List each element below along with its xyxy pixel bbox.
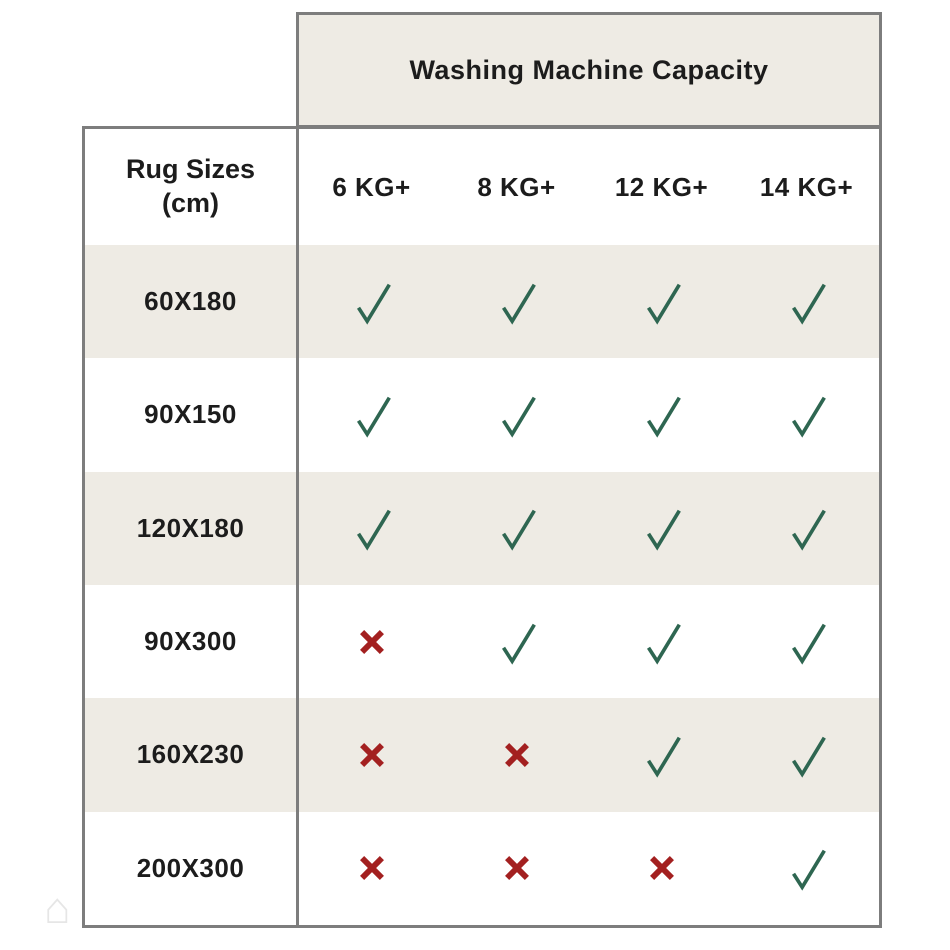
rug-sizes-header-line2: (cm) bbox=[161, 188, 219, 218]
check-icon bbox=[734, 472, 879, 585]
cross-icon bbox=[444, 698, 589, 811]
table-row bbox=[85, 245, 879, 358]
house-watermark-icon: ⌂ bbox=[44, 884, 71, 933]
check-icon bbox=[589, 472, 734, 585]
rug-size-label: 90X150 bbox=[85, 358, 299, 471]
capacity-header-box bbox=[296, 12, 882, 128]
check-icon bbox=[444, 472, 589, 585]
table-rows bbox=[85, 245, 879, 925]
check-icon bbox=[589, 358, 734, 471]
check-icon bbox=[734, 585, 879, 698]
capacity-columns bbox=[299, 129, 879, 245]
check-icon bbox=[734, 812, 879, 925]
check-icon bbox=[444, 245, 589, 358]
check-icon bbox=[589, 245, 734, 358]
table-row bbox=[85, 472, 879, 585]
table-row bbox=[85, 812, 879, 925]
table-row bbox=[85, 358, 879, 471]
check-icon bbox=[444, 358, 589, 471]
column-header-14-kgplus: 14 KG+ bbox=[759, 171, 854, 202]
check-icon bbox=[589, 585, 734, 698]
check-icon bbox=[299, 472, 444, 585]
rug-sizes-header-line1: Rug Sizes bbox=[125, 154, 256, 185]
capacity-header-title: Washing Machine Capacity bbox=[409, 54, 769, 85]
cross-icon bbox=[299, 698, 444, 811]
rug-size-label: 90X300 bbox=[85, 585, 299, 698]
table-row bbox=[85, 698, 879, 811]
size-capacity-table bbox=[82, 126, 882, 928]
column-header-8-kgplus: 8 KG+ bbox=[477, 171, 556, 202]
cross-icon bbox=[444, 812, 589, 925]
rug-size-label: 160X230 bbox=[85, 698, 299, 811]
check-icon bbox=[734, 245, 879, 358]
cross-icon bbox=[299, 812, 444, 925]
rug-size-label: 120X180 bbox=[85, 472, 299, 585]
check-icon bbox=[734, 358, 879, 471]
rug-size-label: 60X180 bbox=[85, 245, 299, 358]
rug-sizes-header bbox=[85, 129, 299, 245]
check-icon bbox=[299, 358, 444, 471]
check-icon bbox=[734, 698, 879, 811]
cross-icon bbox=[299, 585, 444, 698]
column-header-6-kgplus: 6 KG+ bbox=[332, 171, 411, 202]
column-header-12-kgplus: 12 KG+ bbox=[614, 171, 709, 202]
check-icon bbox=[444, 585, 589, 698]
cross-icon bbox=[589, 812, 734, 925]
rug-size-label: 200X300 bbox=[85, 812, 299, 925]
check-icon bbox=[589, 698, 734, 811]
table-row bbox=[85, 585, 879, 698]
table-header-row bbox=[85, 129, 879, 245]
check-icon bbox=[299, 245, 444, 358]
